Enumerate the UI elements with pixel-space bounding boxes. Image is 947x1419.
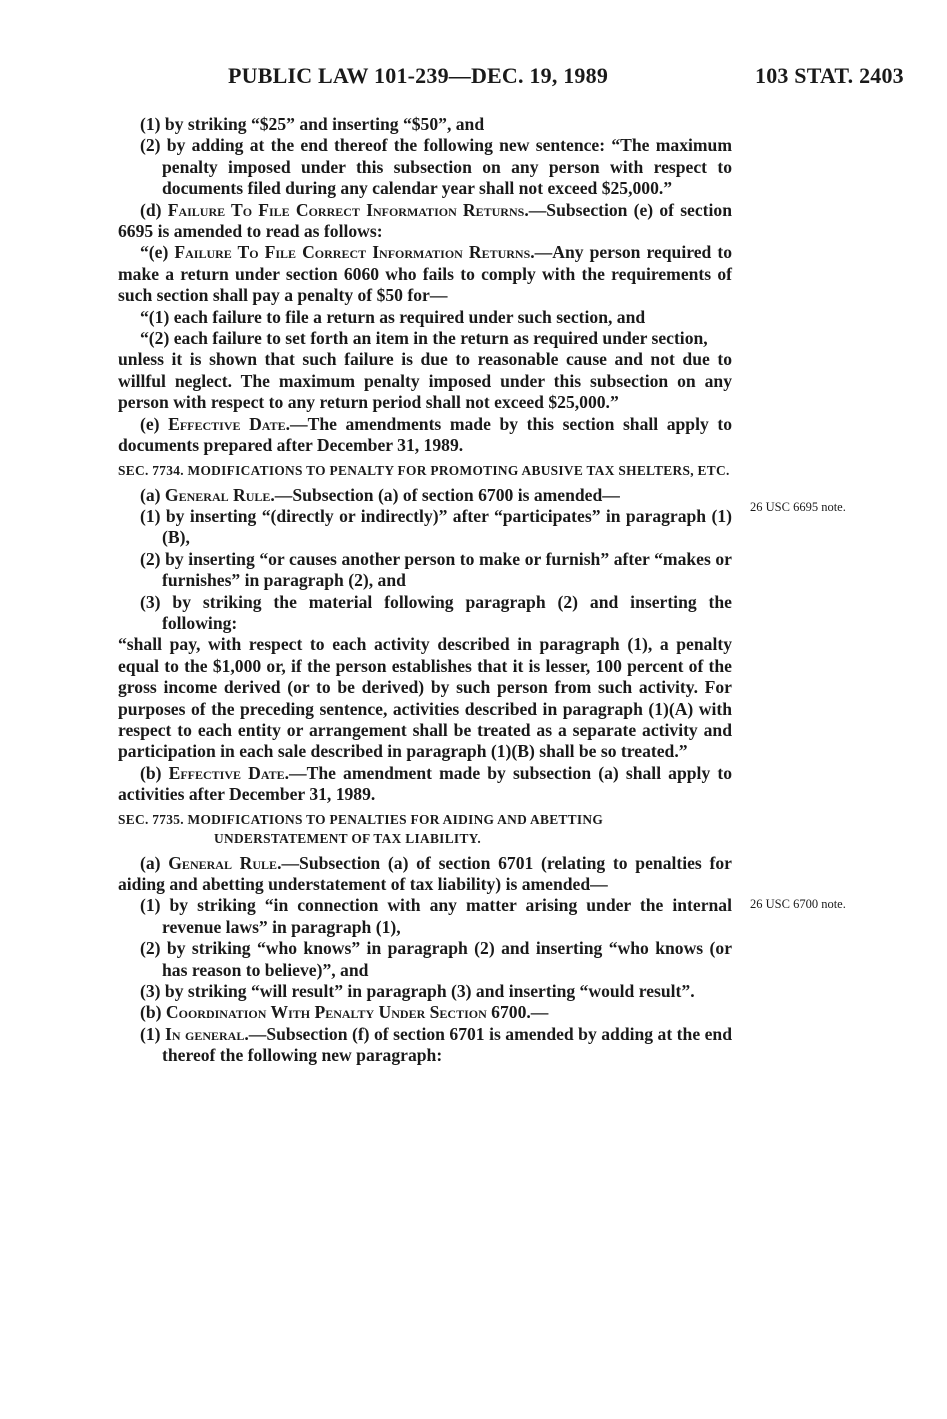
paragraph [118, 1002, 732, 1023]
paragraph: (1) by striking “in connection with any matter arising under the internal revenue laws” in paragraph (1), [140, 895, 732, 937]
paragraph: “(2) each failure to set forth an item in the return as required under section, [140, 328, 708, 349]
paragraph-prefix: (1) [140, 1023, 165, 1044]
paragraph-prefix: (a) [140, 852, 169, 873]
paragraph [118, 200, 732, 243]
paragraph-text: 6700.— [486, 1002, 549, 1023]
subsection-heading: In general [165, 1023, 245, 1044]
paragraph-text: .—Subsection (e) of section 6695 is amended to read as follows: [118, 199, 733, 242]
paragraph: (3) by striking “will result” in paragraph (3) and inserting “would result”. [140, 981, 695, 1002]
paragraph: (2) by adding at the end thereof the following new sentence: “The maximum penalty imposed under this subsection on any person with respect to documents filed during any calendar year shall not exceed $25,000.” [140, 135, 732, 199]
paragraph-text: .—Any person required to make a return under section 6060 who fails to comply with the requirements of such section shall pay a penalty of $50 for— [118, 242, 732, 306]
subsection-heading: General Rule [164, 484, 271, 505]
section-heading-7735: SEC. 7735. MODIFICATIONS TO PENALTIES FOR AIDING AND ABETTING UNDERSTATEMENT OF TAX LIABILITY. [118, 811, 604, 846]
margin-note-usc-6700: 26 USC 6700 note. [750, 897, 846, 911]
paragraph-prefix: “(e) [140, 242, 175, 263]
paragraph-prefix: (e) [140, 413, 169, 434]
paragraph [118, 1024, 732, 1067]
body-text [118, 114, 732, 1067]
section-heading-7734: SEC. 7734. MODIFICATIONS TO PENALTY FOR PROMOTING ABUSIVE TAX SHELTERS, ETC. [118, 462, 730, 478]
subsection-heading: General Rule [168, 852, 278, 873]
margin-note-usc-6695: 26 USC 6695 note. [750, 500, 846, 514]
paragraph: (2) by inserting “or causes another person to make or furnish” after “makes or furnishes” in paragraph (2), and [140, 548, 732, 591]
paragraph-text: .—The amendment made by subsection (a) shall apply to activities after December 31, 1989. [118, 762, 732, 805]
subsection-heading: Effective Date [168, 413, 286, 434]
subsection-heading: Effective Date [168, 762, 285, 783]
paragraph-prefix: (b) [140, 762, 169, 783]
page-number: 103 STAT. 2403 [755, 63, 904, 88]
paragraph: “(1) each failure to file a return as required under such section, and [140, 306, 646, 327]
paragraph-text: .—Subsection (a) of section 6701 (relating to penalties for aiding and abetting understatement of tax liability) is amended— [118, 852, 732, 894]
paragraph: (1) by striking “$25” and inserting “$50”, and [140, 114, 485, 134]
paragraph-text: .—Subsection (f) of section 6701 is amended by adding at the end thereof the following new paragraph: [162, 1023, 732, 1066]
paragraph: (1) by inserting “(directly or indirectly)” after “participates” in paragraph (1)(B), [140, 505, 732, 548]
subsection-heading: Failure To File Correct Information Returns [167, 199, 525, 220]
paragraph-text: .—The amendments made by this section shall apply to documents prepared after December 31, 1989. [118, 413, 733, 456]
paragraph [118, 414, 732, 457]
paragraph: unless it is shown that such failure is due to reasonable cause and not due to willful neglect. The maximum penalty imposed under this subsection on any person with respect to any return period shall not exceed $25,000.” [118, 349, 732, 413]
paragraph [118, 763, 732, 806]
paragraph: “shall pay, with respect to each activity described in paragraph (1), a penalty equal to the $1,000 or, if the person establishes that it is lesser, 100 percent of the gross income derived (or to be derived) by such person from such activity. For purposes of the preceding sentence, activities described in paragraph (1)(A) with respect to each entity or arrangement shall be treated as a separate activity and participation in each sale described in paragraph (1)(B) shall be so treated.” [118, 634, 732, 762]
paragraph-prefix: (a) [140, 484, 165, 505]
paragraph: (3) by striking the material following paragraph (2) and inserting the following: [140, 591, 732, 633]
paragraph-text: .—Subsection (a) of section 6700 is amended— [270, 484, 620, 505]
paragraph [118, 485, 732, 506]
running-header-title: PUBLIC LAW 101-239—DEC. 19, 1989 [228, 63, 609, 88]
subsection-heading: Failure To File Correct Information Returns [174, 242, 531, 263]
paragraph [118, 242, 732, 306]
paragraph-prefix: (d) [140, 199, 168, 220]
paragraph-prefix: (b) [140, 1002, 166, 1023]
paragraph [118, 853, 732, 896]
subsection-heading: Coordination With Penalty Under Section [165, 1002, 487, 1023]
paragraph: (2) by striking “who knows” in paragraph (2) and inserting “who knows (or has reason to believe)”, and [140, 938, 732, 980]
